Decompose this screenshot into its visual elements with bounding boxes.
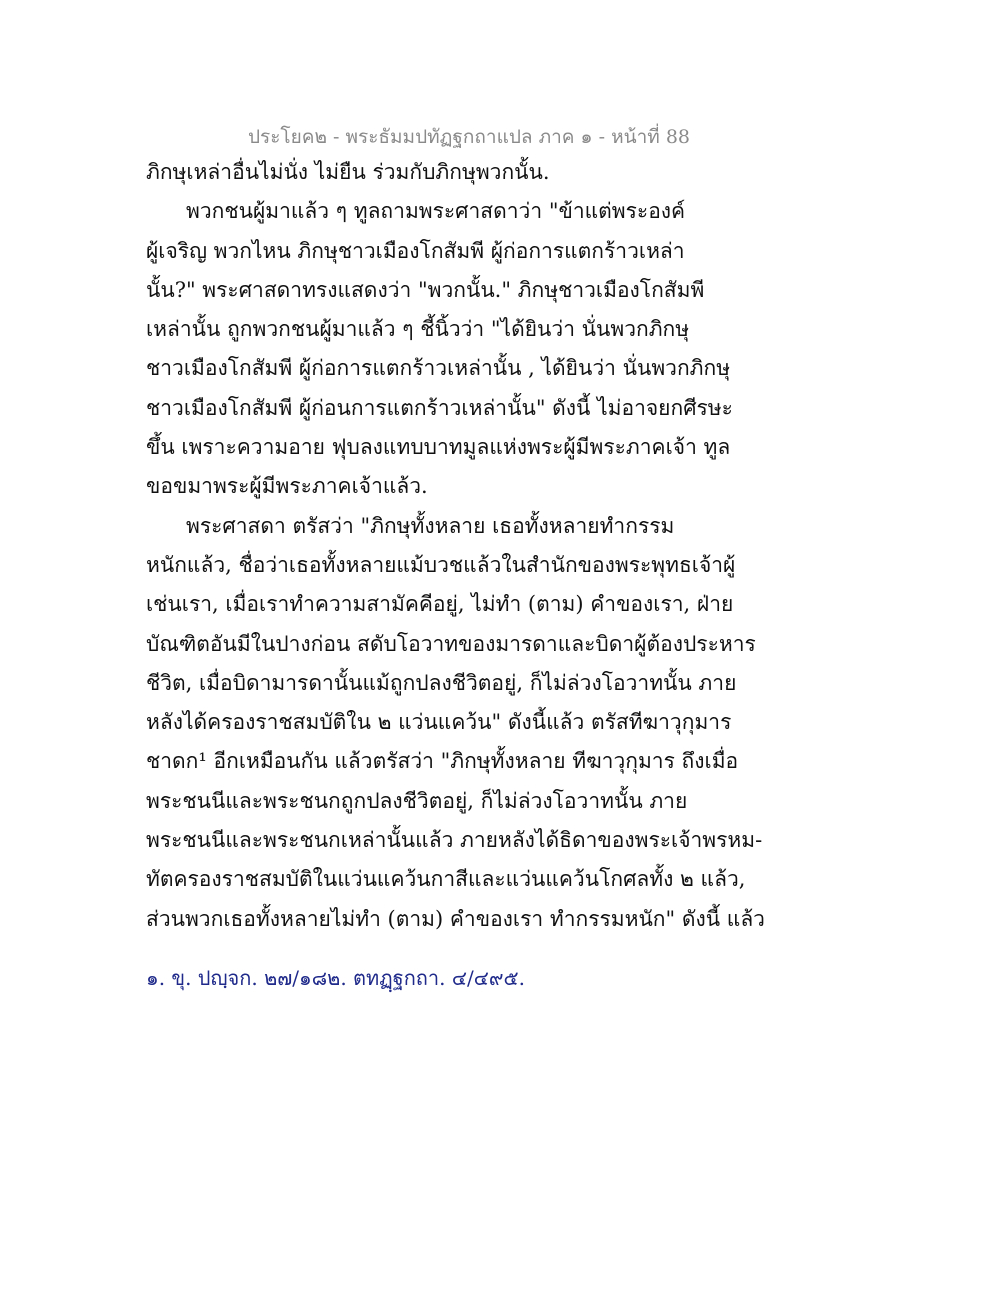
text-line: พวกชนผู้มาแล้ว ๆ ทูลถามพระศาสดาว่า "ข้าแต่พระองค์	[186, 199, 686, 224]
text-line: ขอขมาพระผู้มีพระภาคเจ้าแล้ว.	[146, 474, 428, 499]
footnote: ๑. ขุ. ปญฺจก. ๒๗/๑๘๒. ตทฏฺฐกถา. ๔/๔๙๕.	[146, 966, 526, 990]
text-line: พระชนนีและพระชนกเหล่านั้นแล้ว ภายหลังได้ธิดาของพระเจ้าพรหม-	[146, 828, 763, 853]
text-line: หนักแล้ว, ชื่อว่าเธอทั้งหลายแม้บวชแล้วในสำนักของพระพุทธเจ้าผู้	[146, 552, 736, 577]
text-line: ชาดก¹ อีกเหมือนกัน แล้วตรัสว่า "ภิกษุทั้งหลาย ทีฆาวุกุมาร ถึงเมื่อ	[146, 749, 739, 774]
text-line: ภิกษุเหล่าอื่นไม่นั่ง ไม่ยืน ร่วมกับภิกษุพวกนั้น.	[146, 160, 550, 184]
text-line: ทัตครองราชสมบัติในแว่นแคว้นกาสีและแว่นแคว้นโกศลทั้ง ๒ แล้ว,	[146, 867, 746, 892]
text-line: เหล่านั้น ถูกพวกชนผู้มาแล้ว ๆ ชี้นิ้วว่า "ได้ยินว่า นั่นพวกภิกษุ	[146, 317, 690, 342]
text-line: พระศาสดา ตรัสว่า "ภิกษุทั้งหลาย เธอทั้งหลายทำกรรม	[186, 513, 675, 538]
text-line: เช่นเรา, เมื่อเราทำความสามัคคีอยู่, ไม่ทำ (ตาม) คำของเรา, ฝ่าย	[146, 592, 734, 617]
text-line: บัณฑิตอันมีในปางก่อน สดับโอวาทของมารดาและบิดาผู้ต้องประหาร	[146, 631, 756, 656]
page-header: ประโยค๒ - พระธัมมปทัฏฐกถาแปล ภาค ๑ - หน้าที่ 88	[247, 126, 690, 148]
text-line: พระชนนีและพระชนกถูกปลงชีวิตอยู่, ก็ไม่ล่วงโอวาทนั้น ภาย	[146, 788, 688, 813]
text-line: ชาวเมืองโกสัมพี ผู้ก่อนการแตกร้าวเหล่านั้น" ดังนี้ ไม่อาจยกศีรษะ	[146, 395, 733, 420]
body-text	[146, 153, 765, 939]
text-line: ชาวเมืองโกสัมพี ผู้ก่อการแตกร้าวเหล่านั้น , ได้ยินว่า นั่นพวกภิกษุ	[146, 356, 731, 381]
text-line: ผู้เจริญ พวกไหน ภิกษุชาวเมืองโกสัมพี ผู้ก่อการแตกร้าวเหล่า	[146, 238, 685, 263]
text-line: ชีวิต, เมื่อบิดามารดานั้นแม้ถูกปลงชีวิตอยู่, ก็ไม่ล่วงโอวาทนั้น ภาย	[146, 670, 737, 695]
text-line: ส่วนพวกเธอทั้งหลายไม่ทำ (ตาม) คำของเรา ทำกรรมหนัก" ดังนี้ แล้ว	[146, 906, 765, 931]
text-line: ขึ้น เพราะความอาย ฟุบลงแทบบาทมูลแห่งพระผู้มีพระภาคเจ้า ทูล	[146, 435, 731, 460]
text-line: นั้น?" พระศาสดาทรงแสดงว่า "พวกนั้น." ภิกษุชาวเมืองโกสัมพี	[146, 277, 705, 302]
text-line: หลังได้ครองราชสมบัติใน ๒ แว่นแคว้น" ดังนี้แล้ว ตรัสทีฆาวุกุมาร	[146, 710, 732, 735]
